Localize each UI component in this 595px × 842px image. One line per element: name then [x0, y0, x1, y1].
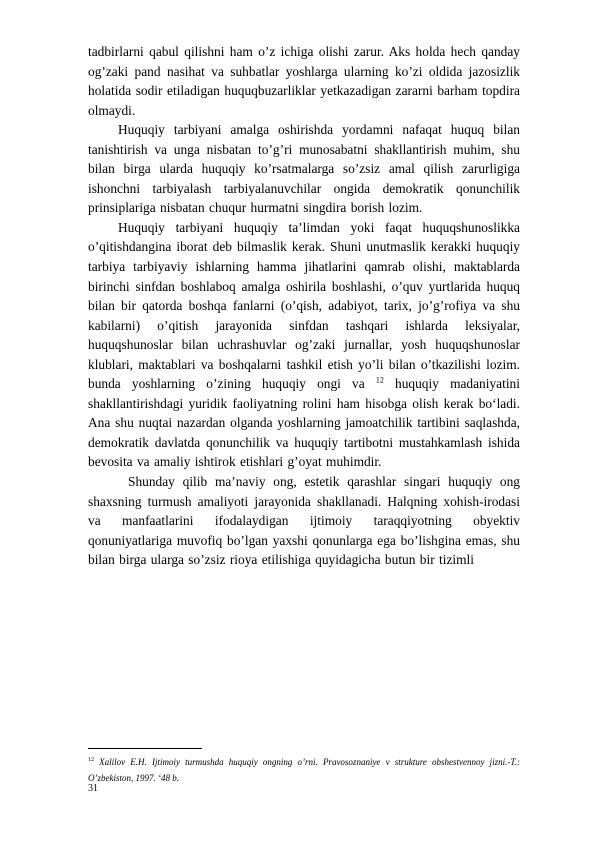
footnote-number: 12: [88, 757, 94, 763]
paragraph-1: tadbirlarni qabul qilishni ham o’z ichiga olishi zarur. Aks holda hech qanday og’zaki pand nasihat va suhbatlar yoshlarga ularning ko’zi oldida jazosizlik holatida sodir etiladigan huquqbuzarliklar yetkazadigan zararni barham topdira olmaydi.: [88, 44, 520, 118]
footnote-reference[interactable]: 12: [375, 375, 384, 385]
footnote-text: Xalilov E.H. Ijtimoiy turmushda huquqiy ongning o’rni. Pravosoznaniye v strukture obshestvennoy jizni.-T.: O’zbekiston, 1997. ‘48 b.: [88, 757, 521, 783]
paragraph-3: [88, 218, 520, 472]
page-number: 31: [88, 783, 98, 794]
paragraph-3-text-before: Huquqiy tarbiyani huquqiy ta’limdan yoki faqat huquqshunoslikka o’qitishdangina iborat deb bilmaslik kerak. Shuni unutmaslik kerakki huquqiy tarbiya tarbiyaviy ishlarning hamma jihatlarini qamrab olishi, maktablarda birinchi sinfdan boshlaboq amalga oshirila boshlashi, o’quv yurtlarida huquq bilan bir qatorda boshqa fanlarni (o’qish, adabiyot, tarix, jo’g’rofiya va shu kabilarni) o’qitish jarayonida sinfdan tashqari ishlarda leksiyalar, huquqshunoslar bilan uchrashuvlar og’zaki jurnallar, yosh huquqshunoslar klublari, maktablari va boshqalarni tashkil etish yo’li bilan o’tkazilishi lozim. bunda yoshlarning o’zining huquqiy ongi va: [88, 219, 520, 392]
paragraph-4: Shunday qilib ma’naviy ong, estetik qarashlar singari huquqiy ong shaxsning turmush amaliyoti jarayonida shakllanadi. Halqning xohish-irodasi va manfaatlarini ifodalaydigan ijtimoiy taraqqiyotning obyektiv qonuniyatlariga muvofiq bo’lgan yaxshi qonunlarga ega bo’lishgina emas, shu bilan birga ularga so’zsiz rioya etilishiga quyidagicha butun bir tizimli: [88, 474, 520, 568]
footnote-divider: [88, 748, 202, 749]
footnote: [88, 754, 520, 786]
paragraph-3-text-after: huquqiy madaniyatini shakllantirishdagi yuridik faoliyatning rolini ham hisobga olish kerak bo‘ladi. Ana shu nuqtai nazardan olganda yoshlarning jamoatchilik tartibini saqlashda, demokratik davlatda qonunchilik va huquqiy tartibotni mustahkamlash ishida bevosita va amaliy ishtirok etishlari g’oyat muhimdir.: [88, 376, 520, 470]
document-body: [88, 42, 520, 570]
paragraph-2: Huquqiy tarbiyani amalga oshirishda yordamni nafaqat huquq bilan tanishtirish va unga nisbatan to’g’ri munosabatni shakllantirish muhim, shu bilan birga ularda huquqiy ko’rsatmalarga so’zsiz amal qilish zarurligiga ishonchni tarbiyalash tarbiyalanuvchilar ongida demokratik qonunchilik prinsiplariga nisbatan chuqur hurmatni singdira borish lozim.: [88, 122, 520, 216]
